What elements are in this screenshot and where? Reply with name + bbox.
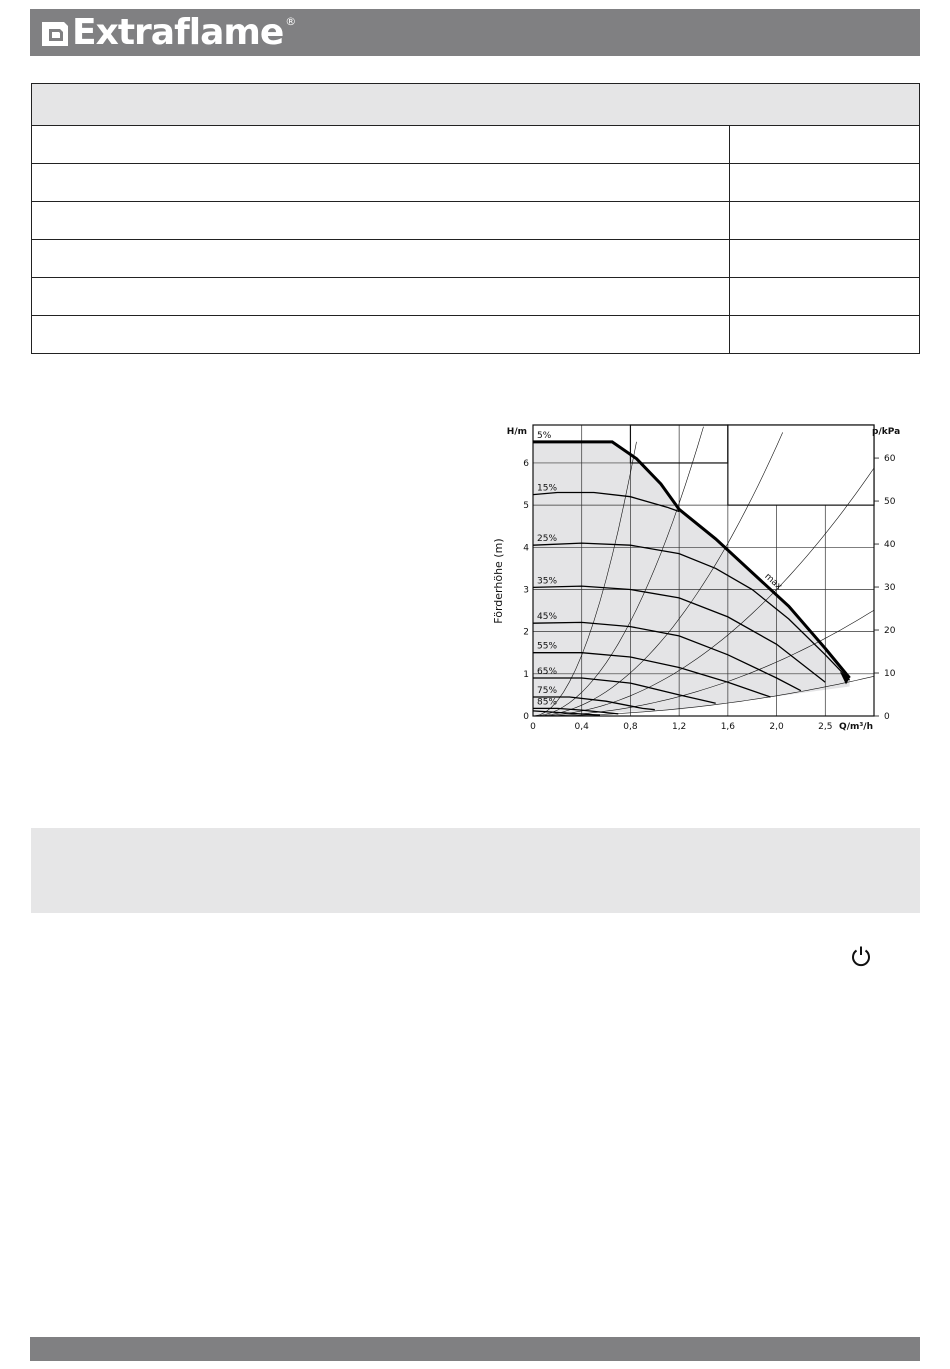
row-label bbox=[32, 126, 730, 164]
row-value bbox=[730, 278, 920, 316]
series-label: 45% bbox=[537, 612, 558, 623]
power-icon[interactable] bbox=[849, 944, 873, 968]
table-row bbox=[32, 278, 920, 316]
y-tick-label: 6 bbox=[523, 458, 529, 469]
row-label bbox=[32, 278, 730, 316]
table-row bbox=[32, 164, 920, 202]
pump-curve-svg bbox=[488, 418, 918, 738]
y2-tick-label: 0 bbox=[884, 712, 890, 722]
x-tick-label: 0 bbox=[530, 722, 536, 732]
x-tick-label: 2,0 bbox=[769, 722, 784, 732]
brand-name: Extraflame bbox=[72, 12, 284, 53]
spec-table bbox=[31, 83, 920, 354]
row-value bbox=[730, 240, 920, 278]
series-label: 75% bbox=[537, 686, 558, 697]
y2-tick-label: 40 bbox=[884, 540, 896, 551]
y2-tick-label: 10 bbox=[884, 669, 896, 680]
y-tick-label: 4 bbox=[523, 543, 529, 554]
y-tick-label: 0 bbox=[523, 712, 529, 722]
y-tick-label: 3 bbox=[523, 585, 529, 596]
note-box bbox=[31, 828, 920, 913]
registered-mark: ® bbox=[285, 15, 297, 28]
series-label: 35% bbox=[537, 576, 558, 587]
y-axis-title: Förderhöhe (m) bbox=[492, 538, 505, 624]
spec-table-header bbox=[32, 84, 920, 126]
y2-axis-unit: p/kPa bbox=[872, 427, 901, 437]
y-tick-label: 2 bbox=[523, 627, 529, 638]
y2-tick-label: 60 bbox=[884, 454, 896, 465]
y2-tick-label: 30 bbox=[884, 583, 896, 594]
x-axis-unit: Q/m³/h bbox=[839, 722, 873, 732]
footer-bar bbox=[30, 1337, 920, 1361]
brand-logo bbox=[40, 11, 296, 54]
table-row bbox=[32, 240, 920, 278]
y2-tick-label: 50 bbox=[884, 497, 896, 508]
table-row bbox=[32, 202, 920, 240]
x-tick-label: 1,6 bbox=[720, 722, 736, 732]
series-label: 25% bbox=[537, 534, 558, 545]
max-label: max bbox=[762, 571, 784, 593]
row-value bbox=[730, 316, 920, 354]
table-row bbox=[32, 316, 920, 354]
x-tick-label: 0,4 bbox=[574, 722, 589, 732]
x-tick-label: 0,8 bbox=[623, 722, 638, 732]
header-bar bbox=[30, 9, 920, 56]
series-label: 65% bbox=[537, 667, 558, 678]
table-row bbox=[32, 126, 920, 164]
legend-box bbox=[728, 425, 874, 505]
series-label: 55% bbox=[537, 641, 558, 652]
row-label bbox=[32, 240, 730, 278]
row-label bbox=[32, 164, 730, 202]
y2-tick-label: 20 bbox=[884, 626, 896, 637]
y-tick-label: 1 bbox=[523, 669, 529, 680]
x-tick-label: 2,5 bbox=[818, 722, 833, 732]
row-label bbox=[32, 316, 730, 354]
series-label: 85% bbox=[537, 697, 558, 708]
pump-curve-chart bbox=[488, 418, 918, 738]
x-tick-label: 1,2 bbox=[671, 722, 687, 732]
row-value bbox=[730, 126, 920, 164]
row-value bbox=[730, 202, 920, 240]
series-label: 15% bbox=[537, 483, 558, 494]
series-label: 5% bbox=[537, 430, 552, 441]
y-tick-label: 5 bbox=[523, 501, 529, 512]
y-axis-unit: H/m bbox=[506, 427, 527, 437]
row-label bbox=[32, 202, 730, 240]
extraflame-logo-icon bbox=[40, 18, 70, 48]
row-value bbox=[730, 164, 920, 202]
